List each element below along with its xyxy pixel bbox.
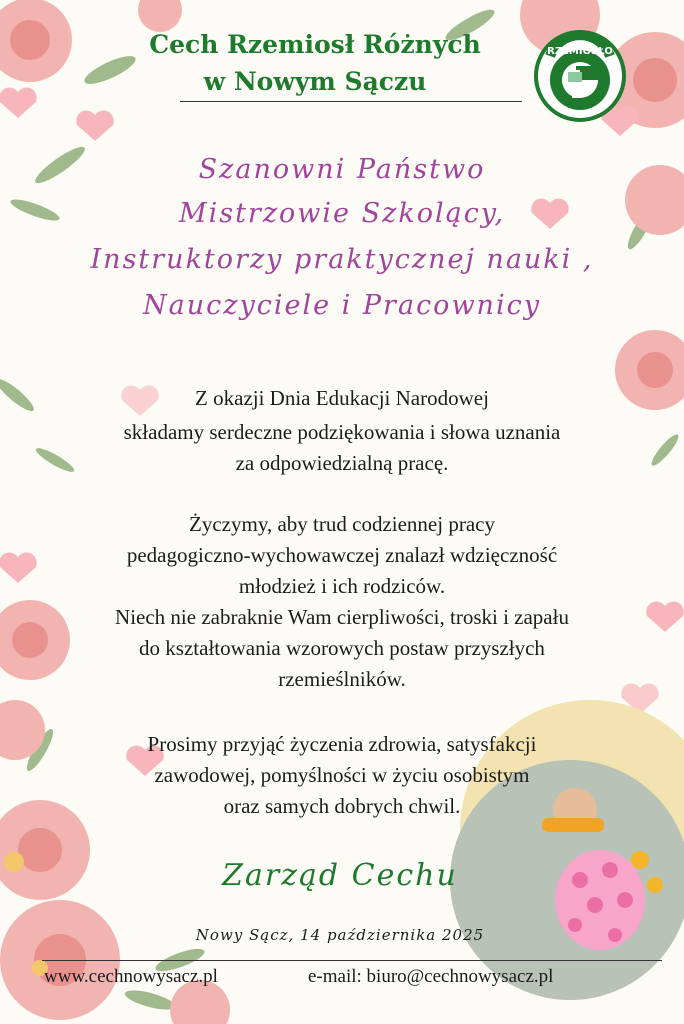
header-divider [180,101,522,102]
date-line: Nowy Sącz, 14 października 2025 [195,926,485,944]
body-line-3: za odpowiedzialną pracę. [235,451,449,475]
greeting-line-1: Szanowni Państwo [198,154,486,185]
signature: Zarząd Cechu [222,858,458,893]
logo-text: RZEMIOSŁO [547,46,613,57]
greeting-line-2: Mistrzowie Szkolący, [178,198,506,229]
body-line-2: składamy serdeczne podziękowania i słowa uznania [123,420,561,444]
greeting-line-3: Instruktorzy praktycznej nauki , [90,244,594,275]
header-title-line2: w Nowym Sączu [203,67,427,96]
footer-website-link[interactable]: www.cechnowysacz.pl [44,966,218,987]
body-line-1: Z okazji Dnia Edukacji Narodowej [195,386,489,410]
greeting-line-4: Nauczyciele i Pracownicy [143,290,541,321]
footer-divider [42,960,662,961]
body-line-7: Niech nie zabraknie Wam cierpliwości, troski i zapału [115,605,569,629]
header-title-line1: Cech Rzemiosł Różnych [149,30,481,59]
body-line-6: młodzież i ich rodziców. [238,574,446,598]
body-line-10: Prosimy przyjąć życzenia zdrowia, satysfakcji [147,732,537,756]
body-line-11: zawodowej, pomyślności w życiu osobistym [154,763,530,787]
guild-logo [532,28,628,124]
body-line-5: pedagogiczno-wychowawczej znalazł wdzięczność [126,543,558,567]
body-line-9: rzemieślników. [278,667,406,691]
footer-email-link[interactable]: e-mail: biuro@cechnowysacz.pl [308,966,554,987]
body-line-12: oraz samych dobrych chwil. [223,794,461,818]
body-line-4: Życzymy, aby trud codziennej pracy [189,512,495,536]
body-line-8: do kształtowania wzorowych postaw przyszłych [139,636,545,660]
